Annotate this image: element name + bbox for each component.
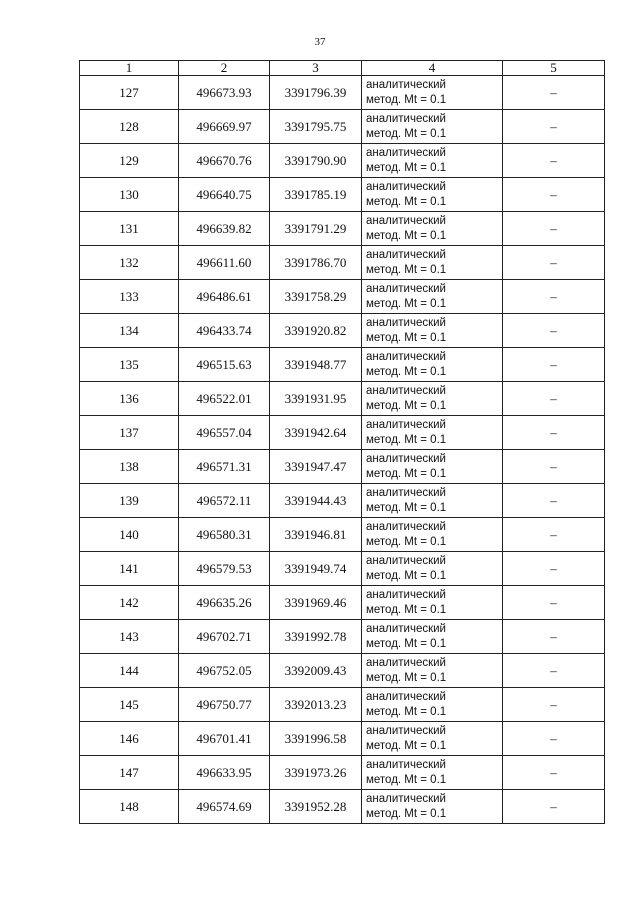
x-coordinate-cell: 496572.11 [179, 484, 270, 518]
note-cell: – [503, 382, 605, 416]
note-cell: – [503, 144, 605, 178]
table-row [80, 654, 605, 688]
point-number-cell: 128 [80, 110, 179, 144]
method-line-1: аналитический [366, 282, 446, 295]
x-coordinate-cell: 496669.97 [179, 110, 270, 144]
method-cell [362, 144, 503, 178]
y-coordinate-cell: 3391949.74 [270, 552, 362, 586]
method-line-1: аналитический [366, 792, 446, 805]
table-row [80, 586, 605, 620]
note-cell: – [503, 178, 605, 212]
column-header-2: 2 [179, 61, 270, 76]
note-cell: – [503, 76, 605, 110]
method-line-1: аналитический [366, 146, 446, 159]
method-line-2: метод. Mt = 0.1 [366, 637, 447, 650]
point-number-cell: 131 [80, 212, 179, 246]
note-cell: – [503, 280, 605, 314]
method-line-1: аналитический [366, 622, 446, 635]
table-row [80, 314, 605, 348]
method-cell [362, 620, 503, 654]
note-cell: – [503, 722, 605, 756]
method-line-2: метод. Mt = 0.1 [366, 807, 447, 820]
method-line-2: метод. Mt = 0.1 [366, 569, 447, 582]
point-number-cell: 137 [80, 416, 179, 450]
method-line-1: аналитический [366, 78, 446, 91]
point-number-cell: 142 [80, 586, 179, 620]
note-cell: – [503, 518, 605, 552]
x-coordinate-cell: 496633.95 [179, 756, 270, 790]
x-coordinate-cell: 496580.31 [179, 518, 270, 552]
x-coordinate-cell: 496486.61 [179, 280, 270, 314]
y-coordinate-cell: 3391758.29 [270, 280, 362, 314]
table-row [80, 518, 605, 552]
note-cell: – [503, 756, 605, 790]
y-coordinate-cell: 3391920.82 [270, 314, 362, 348]
method-line-2: метод. Mt = 0.1 [366, 195, 447, 208]
x-coordinate-cell: 496639.82 [179, 212, 270, 246]
method-cell [362, 280, 503, 314]
x-coordinate-cell: 496670.76 [179, 144, 270, 178]
method-line-2: метод. Mt = 0.1 [366, 229, 447, 242]
x-coordinate-cell: 496752.05 [179, 654, 270, 688]
method-cell [362, 790, 503, 824]
method-line-1: аналитический [366, 588, 446, 601]
method-cell [362, 212, 503, 246]
y-coordinate-cell: 3391931.95 [270, 382, 362, 416]
y-coordinate-cell: 3391996.58 [270, 722, 362, 756]
method-cell [362, 110, 503, 144]
table-row [80, 688, 605, 722]
table-row [80, 212, 605, 246]
x-coordinate-cell: 496702.71 [179, 620, 270, 654]
table-header-row [80, 61, 605, 76]
coordinates-table [79, 60, 605, 824]
method-line-1: аналитический [366, 316, 446, 329]
method-cell [362, 654, 503, 688]
method-cell [362, 518, 503, 552]
y-coordinate-cell: 3391786.70 [270, 246, 362, 280]
note-cell: – [503, 552, 605, 586]
method-line-1: аналитический [366, 758, 446, 771]
method-line-2: метод. Mt = 0.1 [366, 603, 447, 616]
x-coordinate-cell: 496574.69 [179, 790, 270, 824]
y-coordinate-cell: 3391796.39 [270, 76, 362, 110]
point-number-cell: 139 [80, 484, 179, 518]
y-coordinate-cell: 3391942.64 [270, 416, 362, 450]
note-cell: – [503, 654, 605, 688]
page-number: 37 [314, 36, 326, 48]
method-line-1: аналитический [366, 724, 446, 737]
table-row [80, 484, 605, 518]
table-row [80, 144, 605, 178]
column-header-4: 4 [362, 61, 503, 76]
x-coordinate-cell: 496701.41 [179, 722, 270, 756]
method-line-2: метод. Mt = 0.1 [366, 263, 447, 276]
method-cell [362, 246, 503, 280]
method-line-2: метод. Mt = 0.1 [366, 365, 447, 378]
point-number-cell: 144 [80, 654, 179, 688]
method-cell [362, 348, 503, 382]
table-row [80, 450, 605, 484]
method-line-2: метод. Mt = 0.1 [366, 433, 447, 446]
table-row [80, 756, 605, 790]
method-line-1: аналитический [366, 656, 446, 669]
note-cell: – [503, 110, 605, 144]
table-row [80, 178, 605, 212]
method-line-1: аналитический [366, 452, 446, 465]
method-line-2: метод. Mt = 0.1 [366, 535, 447, 548]
method-cell [362, 552, 503, 586]
table-row [80, 76, 605, 110]
table-body [80, 76, 605, 824]
y-coordinate-cell: 3391973.26 [270, 756, 362, 790]
method-cell [362, 76, 503, 110]
method-line-1: аналитический [366, 112, 446, 125]
method-line-2: метод. Mt = 0.1 [366, 705, 447, 718]
x-coordinate-cell: 496571.31 [179, 450, 270, 484]
method-line-2: метод. Mt = 0.1 [366, 671, 447, 684]
note-cell: – [503, 790, 605, 824]
y-coordinate-cell: 3392013.23 [270, 688, 362, 722]
method-line-1: аналитический [366, 418, 446, 431]
x-coordinate-cell: 496557.04 [179, 416, 270, 450]
method-line-1: аналитический [366, 214, 446, 227]
point-number-cell: 133 [80, 280, 179, 314]
point-number-cell: 135 [80, 348, 179, 382]
table-row [80, 790, 605, 824]
x-coordinate-cell: 496515.63 [179, 348, 270, 382]
note-cell: – [503, 348, 605, 382]
method-line-1: аналитический [366, 520, 446, 533]
method-line-1: аналитический [366, 350, 446, 363]
note-cell: – [503, 212, 605, 246]
method-cell [362, 484, 503, 518]
note-cell: – [503, 688, 605, 722]
method-line-2: метод. Mt = 0.1 [366, 467, 447, 480]
note-cell: – [503, 586, 605, 620]
y-coordinate-cell: 3391946.81 [270, 518, 362, 552]
point-number-cell: 136 [80, 382, 179, 416]
table-row [80, 348, 605, 382]
note-cell: – [503, 620, 605, 654]
y-coordinate-cell: 3391790.90 [270, 144, 362, 178]
y-coordinate-cell: 3392009.43 [270, 654, 362, 688]
note-cell: – [503, 484, 605, 518]
table-row [80, 722, 605, 756]
point-number-cell: 130 [80, 178, 179, 212]
method-cell [362, 722, 503, 756]
note-cell: – [503, 416, 605, 450]
method-line-1: аналитический [366, 554, 446, 567]
point-number-cell: 145 [80, 688, 179, 722]
y-coordinate-cell: 3391947.47 [270, 450, 362, 484]
note-cell: – [503, 246, 605, 280]
method-line-2: метод. Mt = 0.1 [366, 127, 447, 140]
table-row [80, 382, 605, 416]
x-coordinate-cell: 496579.53 [179, 552, 270, 586]
note-cell: – [503, 450, 605, 484]
method-line-1: аналитический [366, 180, 446, 193]
method-cell [362, 586, 503, 620]
column-header-5: 5 [503, 61, 605, 76]
note-cell: – [503, 314, 605, 348]
y-coordinate-cell: 3391944.43 [270, 484, 362, 518]
x-coordinate-cell: 496640.75 [179, 178, 270, 212]
method-line-2: метод. Mt = 0.1 [366, 161, 447, 174]
x-coordinate-cell: 496522.01 [179, 382, 270, 416]
column-header-1: 1 [80, 61, 179, 76]
y-coordinate-cell: 3391992.78 [270, 620, 362, 654]
y-coordinate-cell: 3391969.46 [270, 586, 362, 620]
method-line-1: аналитический [366, 248, 446, 261]
x-coordinate-cell: 496611.60 [179, 246, 270, 280]
y-coordinate-cell: 3391795.75 [270, 110, 362, 144]
point-number-cell: 141 [80, 552, 179, 586]
table-row [80, 246, 605, 280]
method-line-2: метод. Mt = 0.1 [366, 399, 447, 412]
column-header-3: 3 [270, 61, 362, 76]
method-cell [362, 178, 503, 212]
y-coordinate-cell: 3391952.28 [270, 790, 362, 824]
method-cell [362, 450, 503, 484]
table-row [80, 552, 605, 586]
x-coordinate-cell: 496750.77 [179, 688, 270, 722]
table-row [80, 620, 605, 654]
method-line-2: метод. Mt = 0.1 [366, 297, 447, 310]
point-number-cell: 127 [80, 76, 179, 110]
method-line-2: метод. Mt = 0.1 [366, 331, 447, 344]
x-coordinate-cell: 496433.74 [179, 314, 270, 348]
y-coordinate-cell: 3391791.29 [270, 212, 362, 246]
point-number-cell: 148 [80, 790, 179, 824]
method-line-2: метод. Mt = 0.1 [366, 501, 447, 514]
table-row [80, 110, 605, 144]
y-coordinate-cell: 3391785.19 [270, 178, 362, 212]
x-coordinate-cell: 496673.93 [179, 76, 270, 110]
point-number-cell: 129 [80, 144, 179, 178]
table-row [80, 280, 605, 314]
x-coordinate-cell: 496635.26 [179, 586, 270, 620]
method-line-2: метод. Mt = 0.1 [366, 773, 447, 786]
point-number-cell: 134 [80, 314, 179, 348]
point-number-cell: 132 [80, 246, 179, 280]
method-cell [362, 416, 503, 450]
method-cell [362, 688, 503, 722]
table-row [80, 416, 605, 450]
method-line-1: аналитический [366, 486, 446, 499]
method-line-1: аналитический [366, 384, 446, 397]
method-cell [362, 382, 503, 416]
method-line-2: метод. Mt = 0.1 [366, 739, 447, 752]
point-number-cell: 140 [80, 518, 179, 552]
method-line-2: метод. Mt = 0.1 [366, 93, 447, 106]
point-number-cell: 143 [80, 620, 179, 654]
point-number-cell: 138 [80, 450, 179, 484]
point-number-cell: 146 [80, 722, 179, 756]
point-number-cell: 147 [80, 756, 179, 790]
y-coordinate-cell: 3391948.77 [270, 348, 362, 382]
method-cell [362, 756, 503, 790]
method-cell [362, 314, 503, 348]
method-line-1: аналитический [366, 690, 446, 703]
